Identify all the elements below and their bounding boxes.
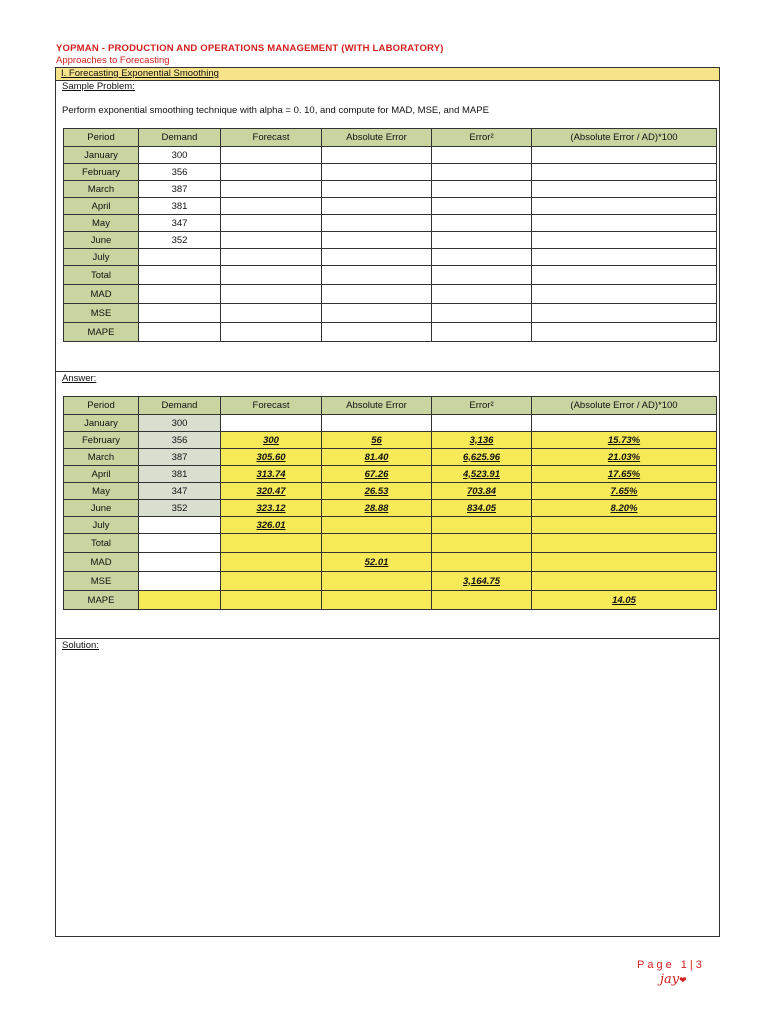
col-absolute-error: Absolute Error <box>322 129 432 147</box>
error-sq-cell: 834.05 <box>432 500 532 517</box>
error-sq-cell[interactable] <box>432 249 532 266</box>
table-row <box>64 500 717 517</box>
abs-error-cell <box>322 517 432 534</box>
demand-cell <box>139 517 221 534</box>
mape-label: MAPE <box>64 323 139 342</box>
forecast-cell[interactable] <box>221 181 322 198</box>
pct-error-cell <box>532 415 717 432</box>
abs-error-cell[interactable] <box>322 181 432 198</box>
demand-cell[interactable] <box>139 249 221 266</box>
period-cell: July <box>64 517 139 534</box>
forecast-cell: 313.74 <box>221 466 322 483</box>
table-row <box>64 215 717 232</box>
pct-error-cell <box>532 572 717 591</box>
mape-label: MAPE <box>64 591 139 610</box>
section-title: I. Forecasting Exponential Smoothing <box>61 68 219 79</box>
solution-label: Solution: <box>62 640 99 651</box>
pct-error-cell: 7.65% <box>532 483 717 500</box>
table-row <box>64 534 717 553</box>
abs-error-cell[interactable] <box>322 147 432 164</box>
heart-icon: ❤ <box>679 976 687 986</box>
problem-statement: Perform exponential smoothing technique with alpha = 0. 10, and compute for MAD, MSE, and MAPE <box>62 105 489 116</box>
pct-error-cell[interactable] <box>532 232 717 249</box>
problem-table <box>63 128 717 342</box>
table-row <box>64 249 717 266</box>
forecast-cell <box>221 534 322 553</box>
error-sq-cell[interactable] <box>432 147 532 164</box>
forecast-cell[interactable] <box>221 304 322 323</box>
forecast-cell[interactable] <box>221 232 322 249</box>
col-error-squared: Error² <box>432 397 532 415</box>
forecast-cell <box>221 591 322 610</box>
error-sq-cell[interactable] <box>432 266 532 285</box>
signature <box>660 972 687 987</box>
pct-error-cell: 15.73% <box>532 432 717 449</box>
topic-title: Approaches to Forecasting <box>56 55 170 66</box>
demand-cell: 352 <box>139 232 221 249</box>
section-bar <box>56 68 719 81</box>
abs-error-cell[interactable] <box>322 215 432 232</box>
forecast-cell: 300 <box>221 432 322 449</box>
pct-error-cell[interactable] <box>532 266 717 285</box>
pct-error-cell <box>532 517 717 534</box>
demand-cell: 387 <box>139 449 221 466</box>
error-sq-cell: 6,625.96 <box>432 449 532 466</box>
pct-error-cell[interactable] <box>532 198 717 215</box>
pct-error-cell[interactable] <box>532 304 717 323</box>
forecast-cell: 323.12 <box>221 500 322 517</box>
error-sq-cell <box>432 534 532 553</box>
pct-error-cell[interactable] <box>532 181 717 198</box>
abs-error-cell <box>322 572 432 591</box>
demand-cell[interactable] <box>139 323 221 342</box>
abs-error-cell: 81.40 <box>322 449 432 466</box>
mse-label: MSE <box>64 304 139 323</box>
demand-cell: 356 <box>139 432 221 449</box>
demand-cell: 381 <box>139 466 221 483</box>
demand-cell: 347 <box>139 215 221 232</box>
abs-error-cell: 56 <box>322 432 432 449</box>
demand-cell: 347 <box>139 483 221 500</box>
table-row <box>64 449 717 466</box>
table-row <box>64 266 717 285</box>
forecast-cell[interactable] <box>221 249 322 266</box>
error-sq-cell[interactable] <box>432 181 532 198</box>
demand-cell <box>139 553 221 572</box>
error-sq-cell: 4,523.91 <box>432 466 532 483</box>
table-row <box>64 304 717 323</box>
pct-error-cell: 17.65% <box>532 466 717 483</box>
pct-error-cell[interactable] <box>532 285 717 304</box>
table-row <box>64 572 717 591</box>
abs-error-cell[interactable] <box>322 266 432 285</box>
signature-text: jay <box>660 972 680 987</box>
forecast-cell[interactable] <box>221 198 322 215</box>
solution-area[interactable] <box>60 658 715 930</box>
pct-error-cell[interactable] <box>532 323 717 342</box>
abs-error-cell: 28.88 <box>322 500 432 517</box>
table-row <box>64 323 717 342</box>
pct-error-cell <box>532 553 717 572</box>
demand-cell: 300 <box>139 147 221 164</box>
divider <box>56 638 719 639</box>
period-cell: January <box>64 147 139 164</box>
forecast-cell: 305.60 <box>221 449 322 466</box>
table-row <box>64 466 717 483</box>
col-forecast: Forecast <box>221 129 322 147</box>
col-demand: Demand <box>139 397 221 415</box>
mad-label: MAD <box>64 553 139 572</box>
forecast-cell <box>221 415 322 432</box>
col-error-squared: Error² <box>432 129 532 147</box>
period-cell: April <box>64 198 139 215</box>
pct-error-cell: 8.20% <box>532 500 717 517</box>
abs-error-cell[interactable] <box>322 164 432 181</box>
error-sq-cell <box>432 415 532 432</box>
col-percent-error: (Absolute Error / AD)*100 <box>532 397 717 415</box>
error-sq-cell <box>432 591 532 610</box>
table-row <box>64 164 717 181</box>
forecast-cell: 326.01 <box>221 517 322 534</box>
demand-cell[interactable] <box>139 285 221 304</box>
abs-error-cell <box>322 534 432 553</box>
table-row <box>64 147 717 164</box>
abs-error-cell[interactable] <box>322 198 432 215</box>
col-absolute-error: Absolute Error <box>322 397 432 415</box>
table-row <box>64 517 717 534</box>
table-row <box>64 181 717 198</box>
error-sq-cell: 703.84 <box>432 483 532 500</box>
forecast-cell <box>221 572 322 591</box>
demand-cell <box>139 534 221 553</box>
period-cell: May <box>64 215 139 232</box>
worksheet-frame <box>55 67 720 937</box>
answer-label: Answer: <box>62 373 97 384</box>
pct-error-cell[interactable] <box>532 164 717 181</box>
pct-error-cell[interactable] <box>532 249 717 266</box>
table-row <box>64 591 717 610</box>
page-number: Page 1|3 <box>637 959 705 971</box>
forecast-cell: 320.47 <box>221 483 322 500</box>
table-row <box>64 553 717 572</box>
abs-error-cell <box>322 591 432 610</box>
period-cell: July <box>64 249 139 266</box>
mad-label: MAD <box>64 285 139 304</box>
abs-error-cell[interactable] <box>322 323 432 342</box>
demand-cell: 381 <box>139 198 221 215</box>
course-title: YOPMAN - PRODUCTION AND OPERATIONS MANAGEMENT (WITH LABORATORY) <box>56 43 444 54</box>
table-row <box>64 232 717 249</box>
period-cell: February <box>64 432 139 449</box>
pct-error-cell <box>532 534 717 553</box>
error-sq-cell[interactable] <box>432 164 532 181</box>
error-sq-cell <box>432 517 532 534</box>
table-row <box>64 198 717 215</box>
period-cell: February <box>64 164 139 181</box>
period-cell: March <box>64 181 139 198</box>
abs-error-cell[interactable] <box>322 285 432 304</box>
error-sq-cell[interactable] <box>432 323 532 342</box>
forecast-cell[interactable] <box>221 147 322 164</box>
period-cell: May <box>64 483 139 500</box>
col-period: Period <box>64 397 139 415</box>
table-row <box>64 415 717 432</box>
demand-cell: 300 <box>139 415 221 432</box>
error-sq-cell[interactable] <box>432 304 532 323</box>
answer-table <box>63 396 717 610</box>
period-cell: June <box>64 232 139 249</box>
mse-label: MSE <box>64 572 139 591</box>
forecast-cell[interactable] <box>221 285 322 304</box>
abs-error-cell[interactable] <box>322 304 432 323</box>
forecast-cell[interactable] <box>221 323 322 342</box>
total-label: Total <box>64 534 139 553</box>
demand-cell: 356 <box>139 164 221 181</box>
demand-cell[interactable] <box>139 304 221 323</box>
mad-value: 52.01 <box>322 553 432 572</box>
abs-error-cell[interactable] <box>322 249 432 266</box>
pct-error-cell[interactable] <box>532 215 717 232</box>
forecast-cell <box>221 553 322 572</box>
col-percent-error: (Absolute Error / AD)*100 <box>532 129 717 147</box>
mse-value: 3,164.75 <box>432 572 532 591</box>
forecast-cell[interactable] <box>221 266 322 285</box>
col-demand: Demand <box>139 129 221 147</box>
forecast-cell[interactable] <box>221 215 322 232</box>
table-row <box>64 285 717 304</box>
col-forecast: Forecast <box>221 397 322 415</box>
error-sq-cell[interactable] <box>432 215 532 232</box>
table-row <box>64 483 717 500</box>
demand-cell[interactable] <box>139 266 221 285</box>
period-cell: March <box>64 449 139 466</box>
error-sq-cell[interactable] <box>432 285 532 304</box>
col-period: Period <box>64 129 139 147</box>
demand-cell <box>139 591 221 610</box>
pct-error-cell[interactable] <box>532 147 717 164</box>
mape-value: 14.05 <box>532 591 717 610</box>
period-cell: June <box>64 500 139 517</box>
pct-error-cell: 21.03% <box>532 449 717 466</box>
divider <box>56 371 719 372</box>
sample-problem-label: Sample Problem: <box>62 81 135 92</box>
demand-cell: 352 <box>139 500 221 517</box>
table-row <box>64 432 717 449</box>
abs-error-cell[interactable] <box>322 232 432 249</box>
period-cell: April <box>64 466 139 483</box>
total-label: Total <box>64 266 139 285</box>
demand-cell <box>139 572 221 591</box>
abs-error-cell: 67.26 <box>322 466 432 483</box>
error-sq-cell <box>432 553 532 572</box>
demand-cell: 387 <box>139 181 221 198</box>
error-sq-cell[interactable] <box>432 198 532 215</box>
period-cell: January <box>64 415 139 432</box>
error-sq-cell[interactable] <box>432 232 532 249</box>
forecast-cell[interactable] <box>221 164 322 181</box>
abs-error-cell: 26.53 <box>322 483 432 500</box>
abs-error-cell <box>322 415 432 432</box>
error-sq-cell: 3,136 <box>432 432 532 449</box>
